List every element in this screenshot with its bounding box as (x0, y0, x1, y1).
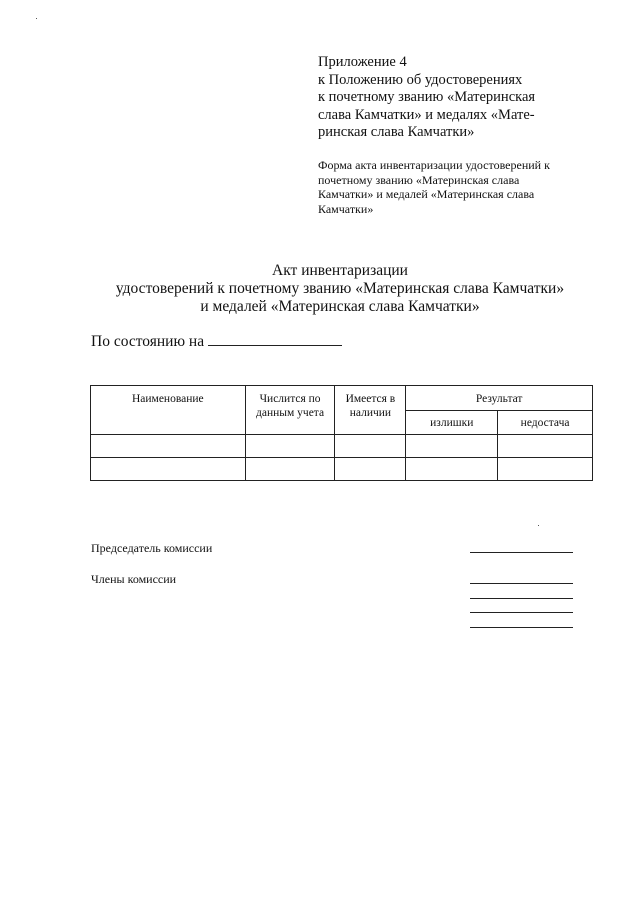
title-line-2: удостоверений к почетному званию «Материнская слава Камчатки» (115, 280, 565, 297)
table-cell[interactable] (335, 458, 406, 481)
col-header-listed: Числится по данным учета (245, 386, 335, 435)
chairman-label: Председатель комиссии (91, 541, 213, 555)
form-note-line: Форма акта инвентаризации удостоверений к (318, 158, 550, 172)
appendix-block (318, 54, 618, 142)
col-header-surplus: излишки (406, 411, 498, 435)
col-header-name: Наименование (91, 386, 246, 435)
table-cell[interactable] (498, 435, 593, 458)
table-cell[interactable] (406, 435, 498, 458)
appendix-line: ринская слава Камчатки» (318, 124, 475, 140)
chairman-signature-line[interactable] (470, 552, 573, 553)
table-row (91, 435, 593, 458)
form-note-line: Камчатки» и медалей «Материнская слава (318, 187, 535, 202)
as-of-date (91, 333, 342, 351)
as-of-date-blank[interactable] (208, 333, 342, 346)
scan-speck (36, 18, 37, 19)
inventory-table (90, 385, 593, 481)
document-title (60, 262, 620, 316)
table-cell[interactable] (335, 435, 406, 458)
table-header-row (91, 386, 593, 411)
scan-speck (538, 525, 539, 526)
appendix-line: к Положению об удостоверениях (318, 71, 523, 88)
table-cell[interactable] (91, 458, 246, 481)
table-row (91, 458, 593, 481)
member-signature-line[interactable] (470, 627, 573, 628)
table-cell[interactable] (91, 435, 246, 458)
member-signature-line[interactable] (470, 583, 573, 584)
form-note-block (318, 158, 618, 216)
appendix-line: слава Камчатки» и медалях «Мате- (318, 106, 535, 123)
table-cell[interactable] (406, 458, 498, 481)
table-cell[interactable] (245, 435, 335, 458)
col-header-shortage: недостача (498, 411, 593, 435)
appendix-line: Приложение 4 (318, 54, 407, 70)
title-line-3: и медалей «Материнская слава Камчатки» (200, 298, 480, 315)
table-cell[interactable] (498, 458, 593, 481)
col-header-result: Результат (406, 386, 593, 411)
appendix-line: к почетному званию «Материнская (318, 89, 536, 105)
title-line-1: Акт инвентаризации (272, 262, 408, 279)
member-signature-line[interactable] (470, 612, 573, 613)
form-note-line: Камчатки» (318, 201, 374, 216)
as-of-label: По состоянию на (91, 333, 205, 350)
col-header-available: Имеется в наличии (335, 386, 406, 435)
member-signature-line[interactable] (470, 598, 573, 599)
form-note-line: почетному званию «Материнская слава (318, 172, 520, 187)
members-label: Члены комиссии (91, 572, 177, 586)
table-cell[interactable] (245, 458, 335, 481)
